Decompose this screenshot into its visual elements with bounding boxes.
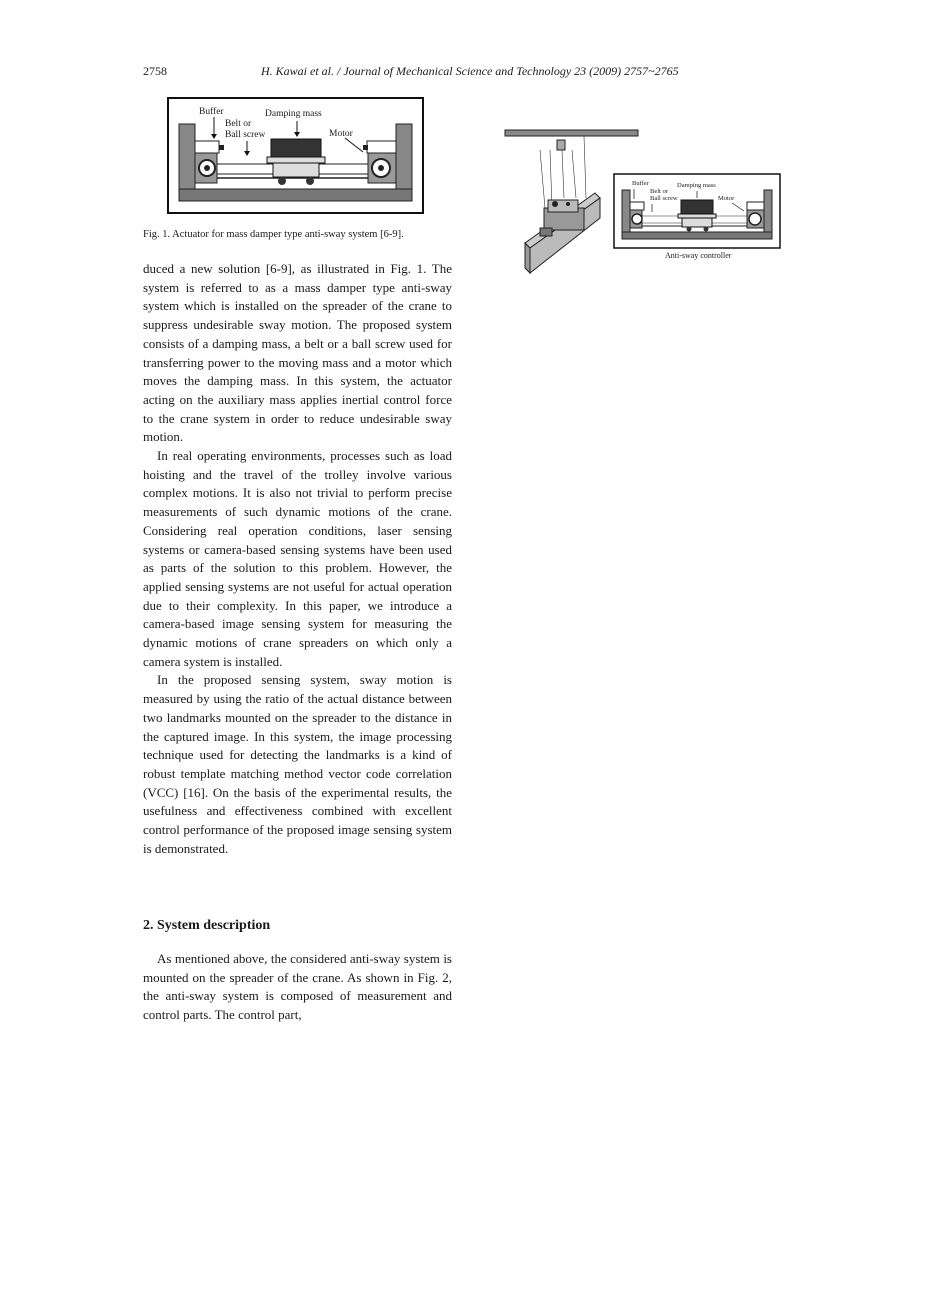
figure-1-caption: Fig. 1. Actuator for mass damper type anti-sway system [6-9]. [143,229,404,240]
fig1-label-ball-screw: Ball screw [225,130,266,140]
fig1-label-damping-mass: Damping mass [265,109,322,119]
body-paragraph: In the proposed sensing system, sway motion is measured by using the ratio of the actual distance between two landmarks mounted on the spreader to the distance in the captured image. In this system, the image processing technique used for detecting the landmarks is a kind of robust template matching method vector code correlation (VCC) [16]. On the basis of the experimental results, the usefulness and effectiveness combined with excellent control performance of the proposed image sensing system is demonstrated. [143,672,452,856]
fig2-label-damping-mass: Damping mass [677,182,716,189]
running-head: H. Kawai et al. / Journal of Mechanical Science and Technology 23 (2009) 2757~2765 [261,64,679,78]
section-body [143,950,452,1025]
body-paragraph: In real operating environments, processes such as load hoisting and the travel of the trolley involve various complex motions. It is also not trivial to perform precise measurements of such dynamic motions of the crane. Considering real operation conditions, laser sensing systems or camera-based sensing systems have been used as parts of the solution to this problem. However, the applied sensing systems are not useful for actual operation due to their complexity. In this paper, we introduce a camera-based image sensing system for measuring the dynamic motions of crane spreaders on which only a camera system is installed. [143,448,452,669]
fig2-controller-label: Anti-sway controller [665,251,732,260]
crane-spreader-drawing [500,128,785,278]
page-number: 2758 [143,64,167,78]
fig2-label-motor: Motor [718,195,735,202]
fig1-label-belt: Belt or [225,119,252,129]
fig1-label-buffer: Buffer [199,107,224,117]
figure-2-crane-diagram [500,128,785,278]
section-heading: 2. System description [143,918,271,933]
body-paragraph: duced a new solution [6-9], as illustrated in Fig. 1. The system is referred to as a mass damper type anti-sway system which is installed on the spreader of the crane to suppress undesirable sway motion. The proposed system consists of a damping mass, a belt or a ball screw used for transferring power to the moving mass and a motor which moves the damping mass. In this system, the actuator acting on the auxiliary mass applies inertial control force to the crane system in order to reduce undesirable sway motion. [143,261,452,445]
figure-1-actuator-diagram [167,97,424,214]
body-text-column [143,260,452,859]
section-paragraph: As mentioned above, the considered anti-sway system is mounted on the spreader of the crane. As shown in Fig. 2, the anti-sway system is composed of measurement and control parts. The control part, [143,951,452,1023]
fig2-label-belt: Belt or [650,188,668,195]
fig1-label-motor: Motor [329,129,353,139]
fig2-label-buffer: Buffer [632,180,649,187]
fig2-label-ball-screw: Ball screw [650,195,678,202]
